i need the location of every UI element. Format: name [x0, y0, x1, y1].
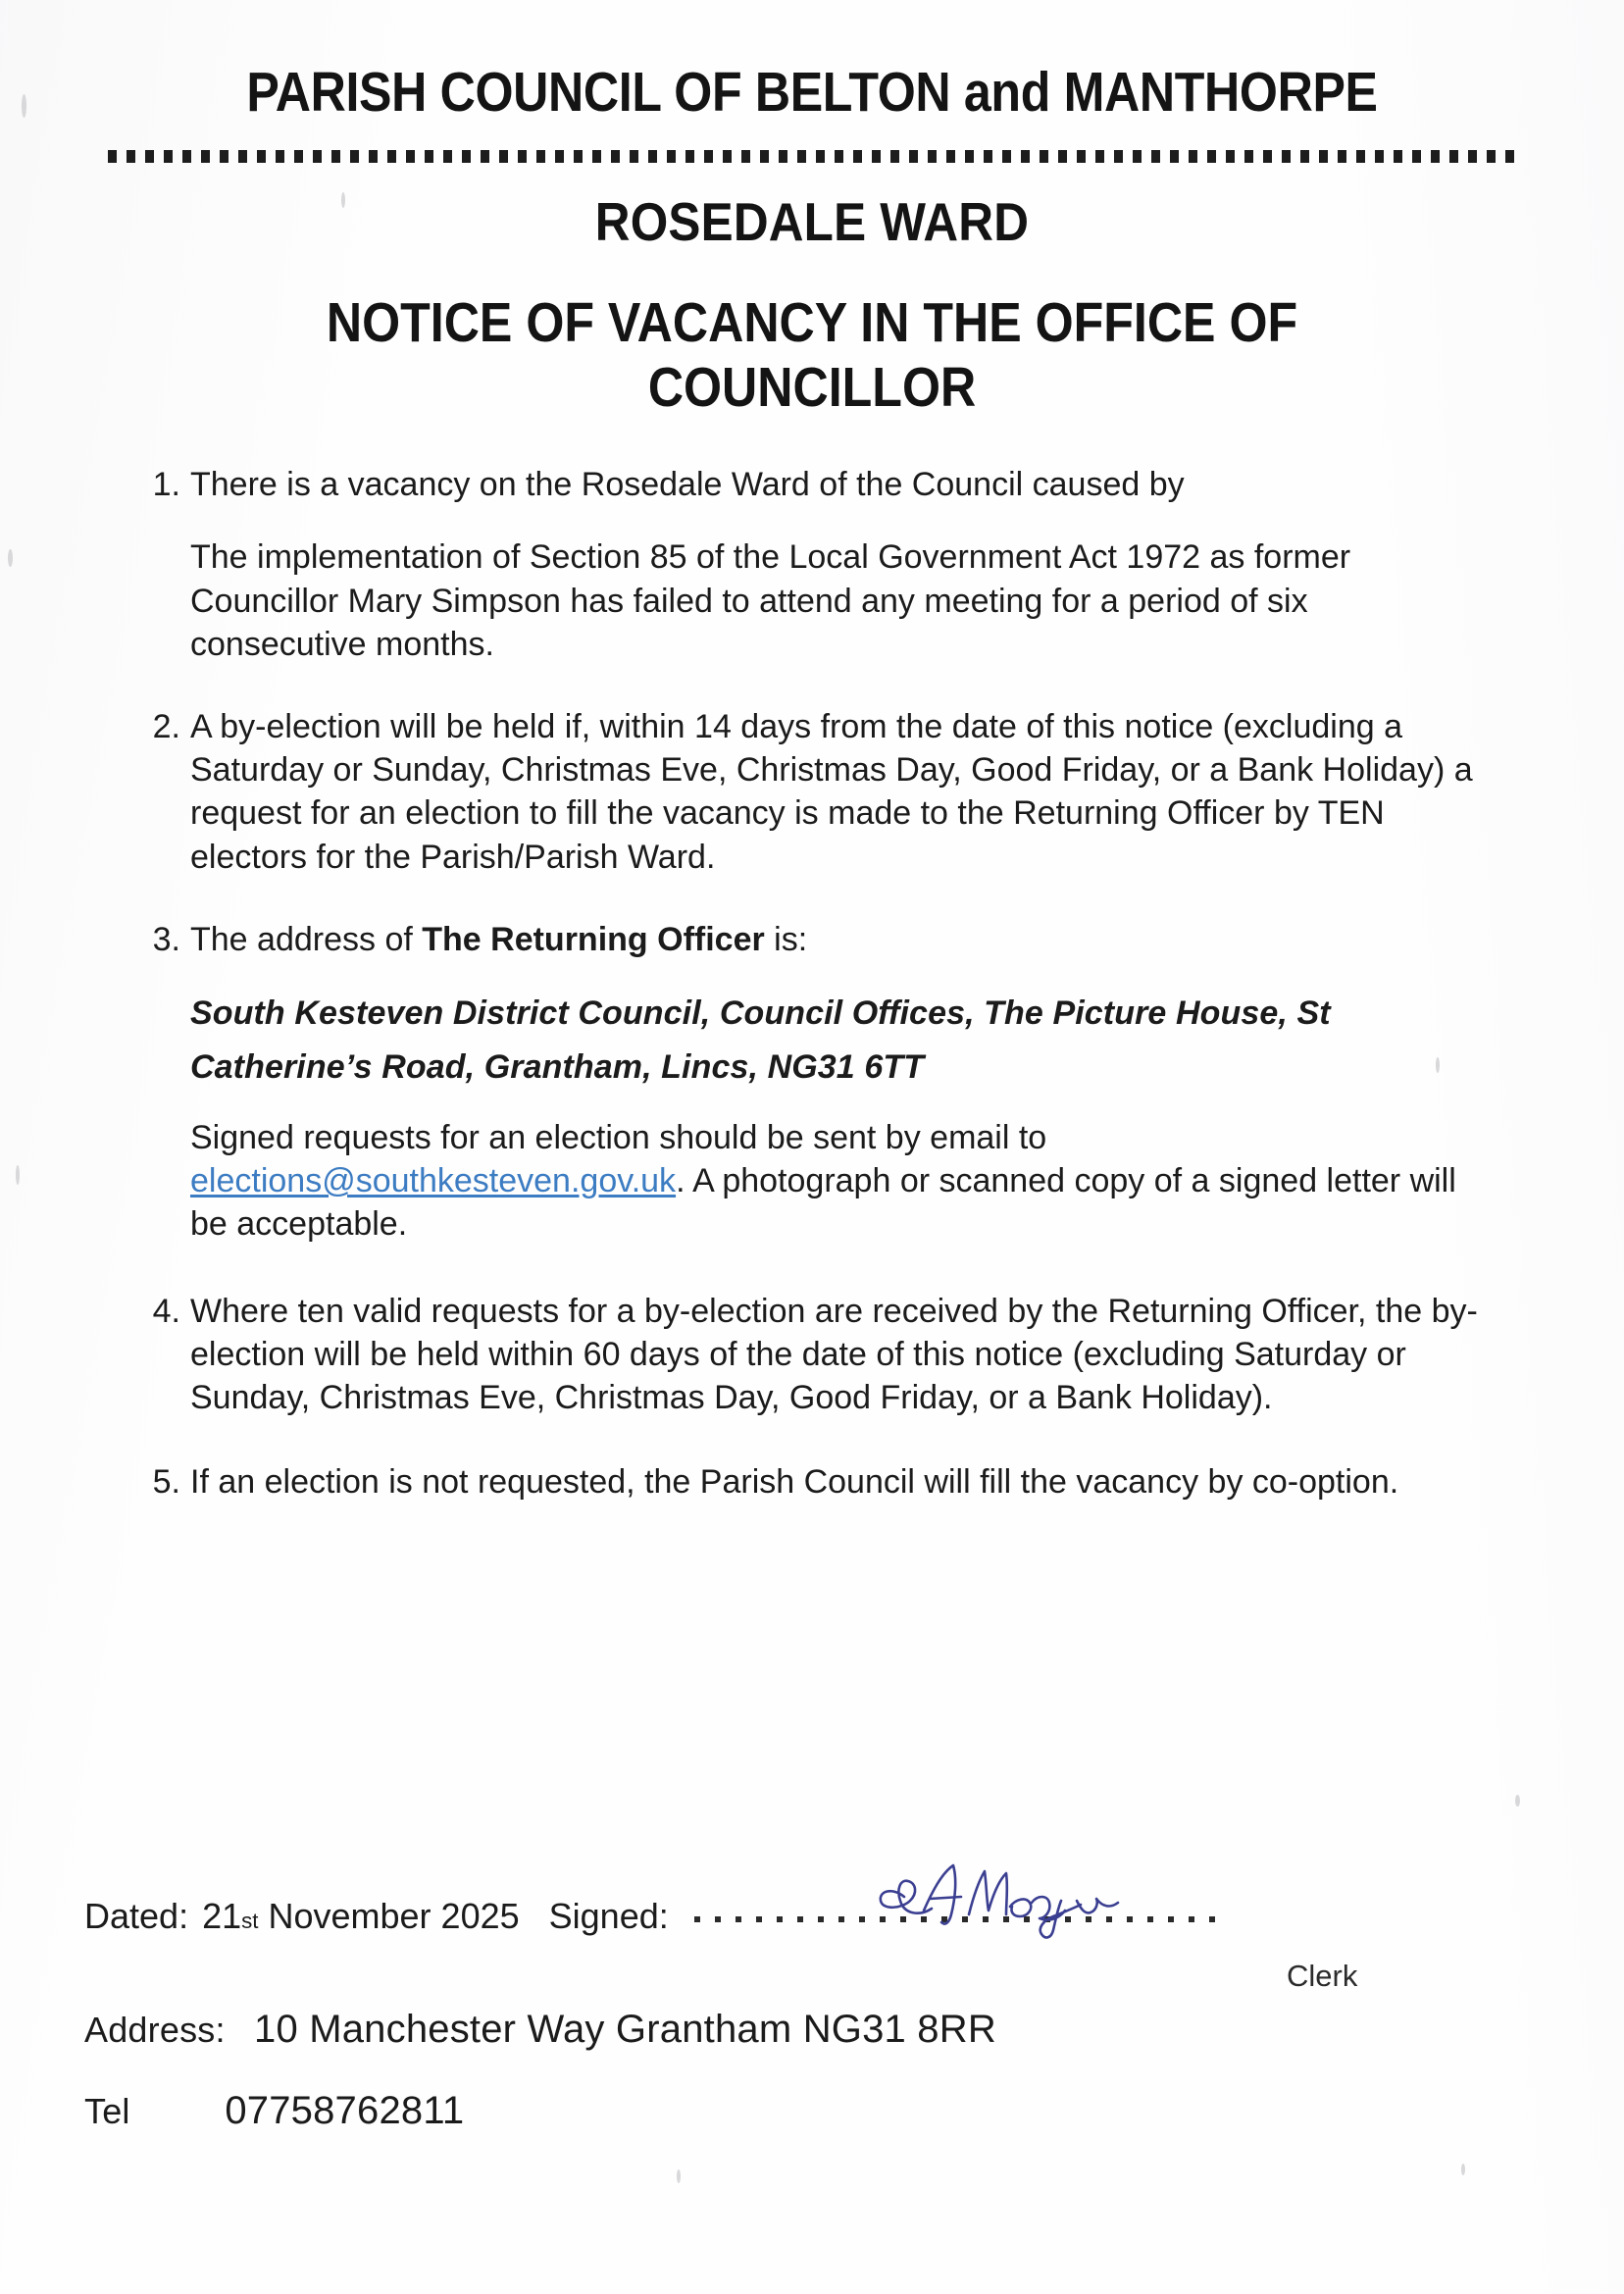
returning-officer-label: The Returning Officer: [422, 920, 765, 958]
clause-1-paragraph-2: The implementation of Section 85 of the Local Government Act 1972 as former Councillor Mary Simpson has failed to attend any meeting for a period of six consecutive months.: [190, 538, 1351, 663]
clause-2-paragraph-1: A by-election will be held if, within 14 days from the date of this notice (excluding a Saturday or Sunday, Christmas Eve, Christmas Day, Good Friday, or a Bank Holiday) a request for an election to fill the vacancy is made to the Returning Officer by TEN electors for the Parish/Parish Ward.: [190, 707, 1473, 876]
signature-dotted-line: [694, 1893, 1224, 1928]
email-instruction-prefix: Signed requests for an election should be sent by email to: [190, 1119, 1047, 1157]
tel-value: 07758762811: [225, 2089, 465, 2132]
clause-3-email-paragraph: [190, 1116, 1483, 1247]
dated-ordinal: st: [241, 1909, 259, 1933]
clause-3-lead-prefix: The address of: [190, 920, 423, 958]
clerk-address-row: [84, 2008, 1540, 2052]
clause-number-1: 1.: [152, 466, 180, 504]
clause-item-5: [129, 1460, 1483, 1504]
clerk-label: Clerk: [1287, 1959, 1358, 1993]
dated-label: Dated:: [84, 1896, 189, 1936]
dated-rest: November 2025: [268, 1896, 520, 1936]
clause-1-paragraph-1: There is a vacancy on the Rosedale Ward of the Council caused by: [190, 466, 1185, 504]
elections-email-link[interactable]: elections@southkesteven.gov.uk: [190, 1162, 677, 1200]
clause-item-2: [129, 705, 1483, 879]
notice-clauses: [84, 463, 1540, 1504]
signed-label: Signed:: [548, 1896, 669, 1936]
address-value: 10 Manchester Way Grantham NG31 8RR: [254, 2008, 996, 2051]
clause-number-4: 4.: [152, 1292, 180, 1330]
ward-heading: ROSEDALE WARD: [594, 190, 1030, 252]
address-label: Address:: [84, 2010, 226, 2050]
dated-day: 21: [202, 1896, 242, 1936]
clause-number-2: 2.: [152, 707, 180, 745]
clerk-tel-row: [84, 2089, 1540, 2133]
dotted-separator: [108, 150, 1516, 163]
page-title: PARISH COUNCIL OF BELTON and MANTHORPE: [246, 61, 1378, 124]
clause-5-paragraph-1: If an election is not requested, the Parish Council will fill the vacancy by co-option.: [190, 1463, 1399, 1502]
clause-item-1: [129, 463, 1393, 666]
dated-signed-row: [84, 1893, 1540, 1937]
clause-4-paragraph-1: Where ten valid requests for a by-election are received by the Returning Officer, the by-election will be held within 60 days of the date of this notice (excluding Saturday or Sunday, Christmas Eve, Christmas Day, Good Friday, or a Bank Holiday).: [190, 1292, 1478, 1416]
email-instruction-suffix: . A photograph or scanned copy of a signed letter will be acceptable.: [190, 1162, 1456, 1244]
clause-number-5: 5.: [152, 1463, 180, 1502]
returning-officer-address: South Kesteven District Council, Council Offices, The Picture House, St Catherine’s Road, Grantham, Lincs, NG31 6TT: [190, 994, 1331, 1086]
handwritten-signature: [859, 1858, 1153, 1944]
tel-label: Tel: [84, 2091, 130, 2131]
signature-footer: [0, 1893, 1624, 2133]
clause-3-lead: [190, 918, 1483, 961]
title-block: [84, 61, 1540, 125]
clause-3-lead-suffix: is:: [764, 920, 808, 958]
clause-item-3: [129, 918, 1483, 1247]
clause-item-4: [129, 1290, 1483, 1420]
notice-heading: NOTICE OF VACANCY IN THE OFFICE OF COUNCILLOR: [326, 290, 1298, 420]
clause-number-3: 3.: [152, 920, 180, 958]
